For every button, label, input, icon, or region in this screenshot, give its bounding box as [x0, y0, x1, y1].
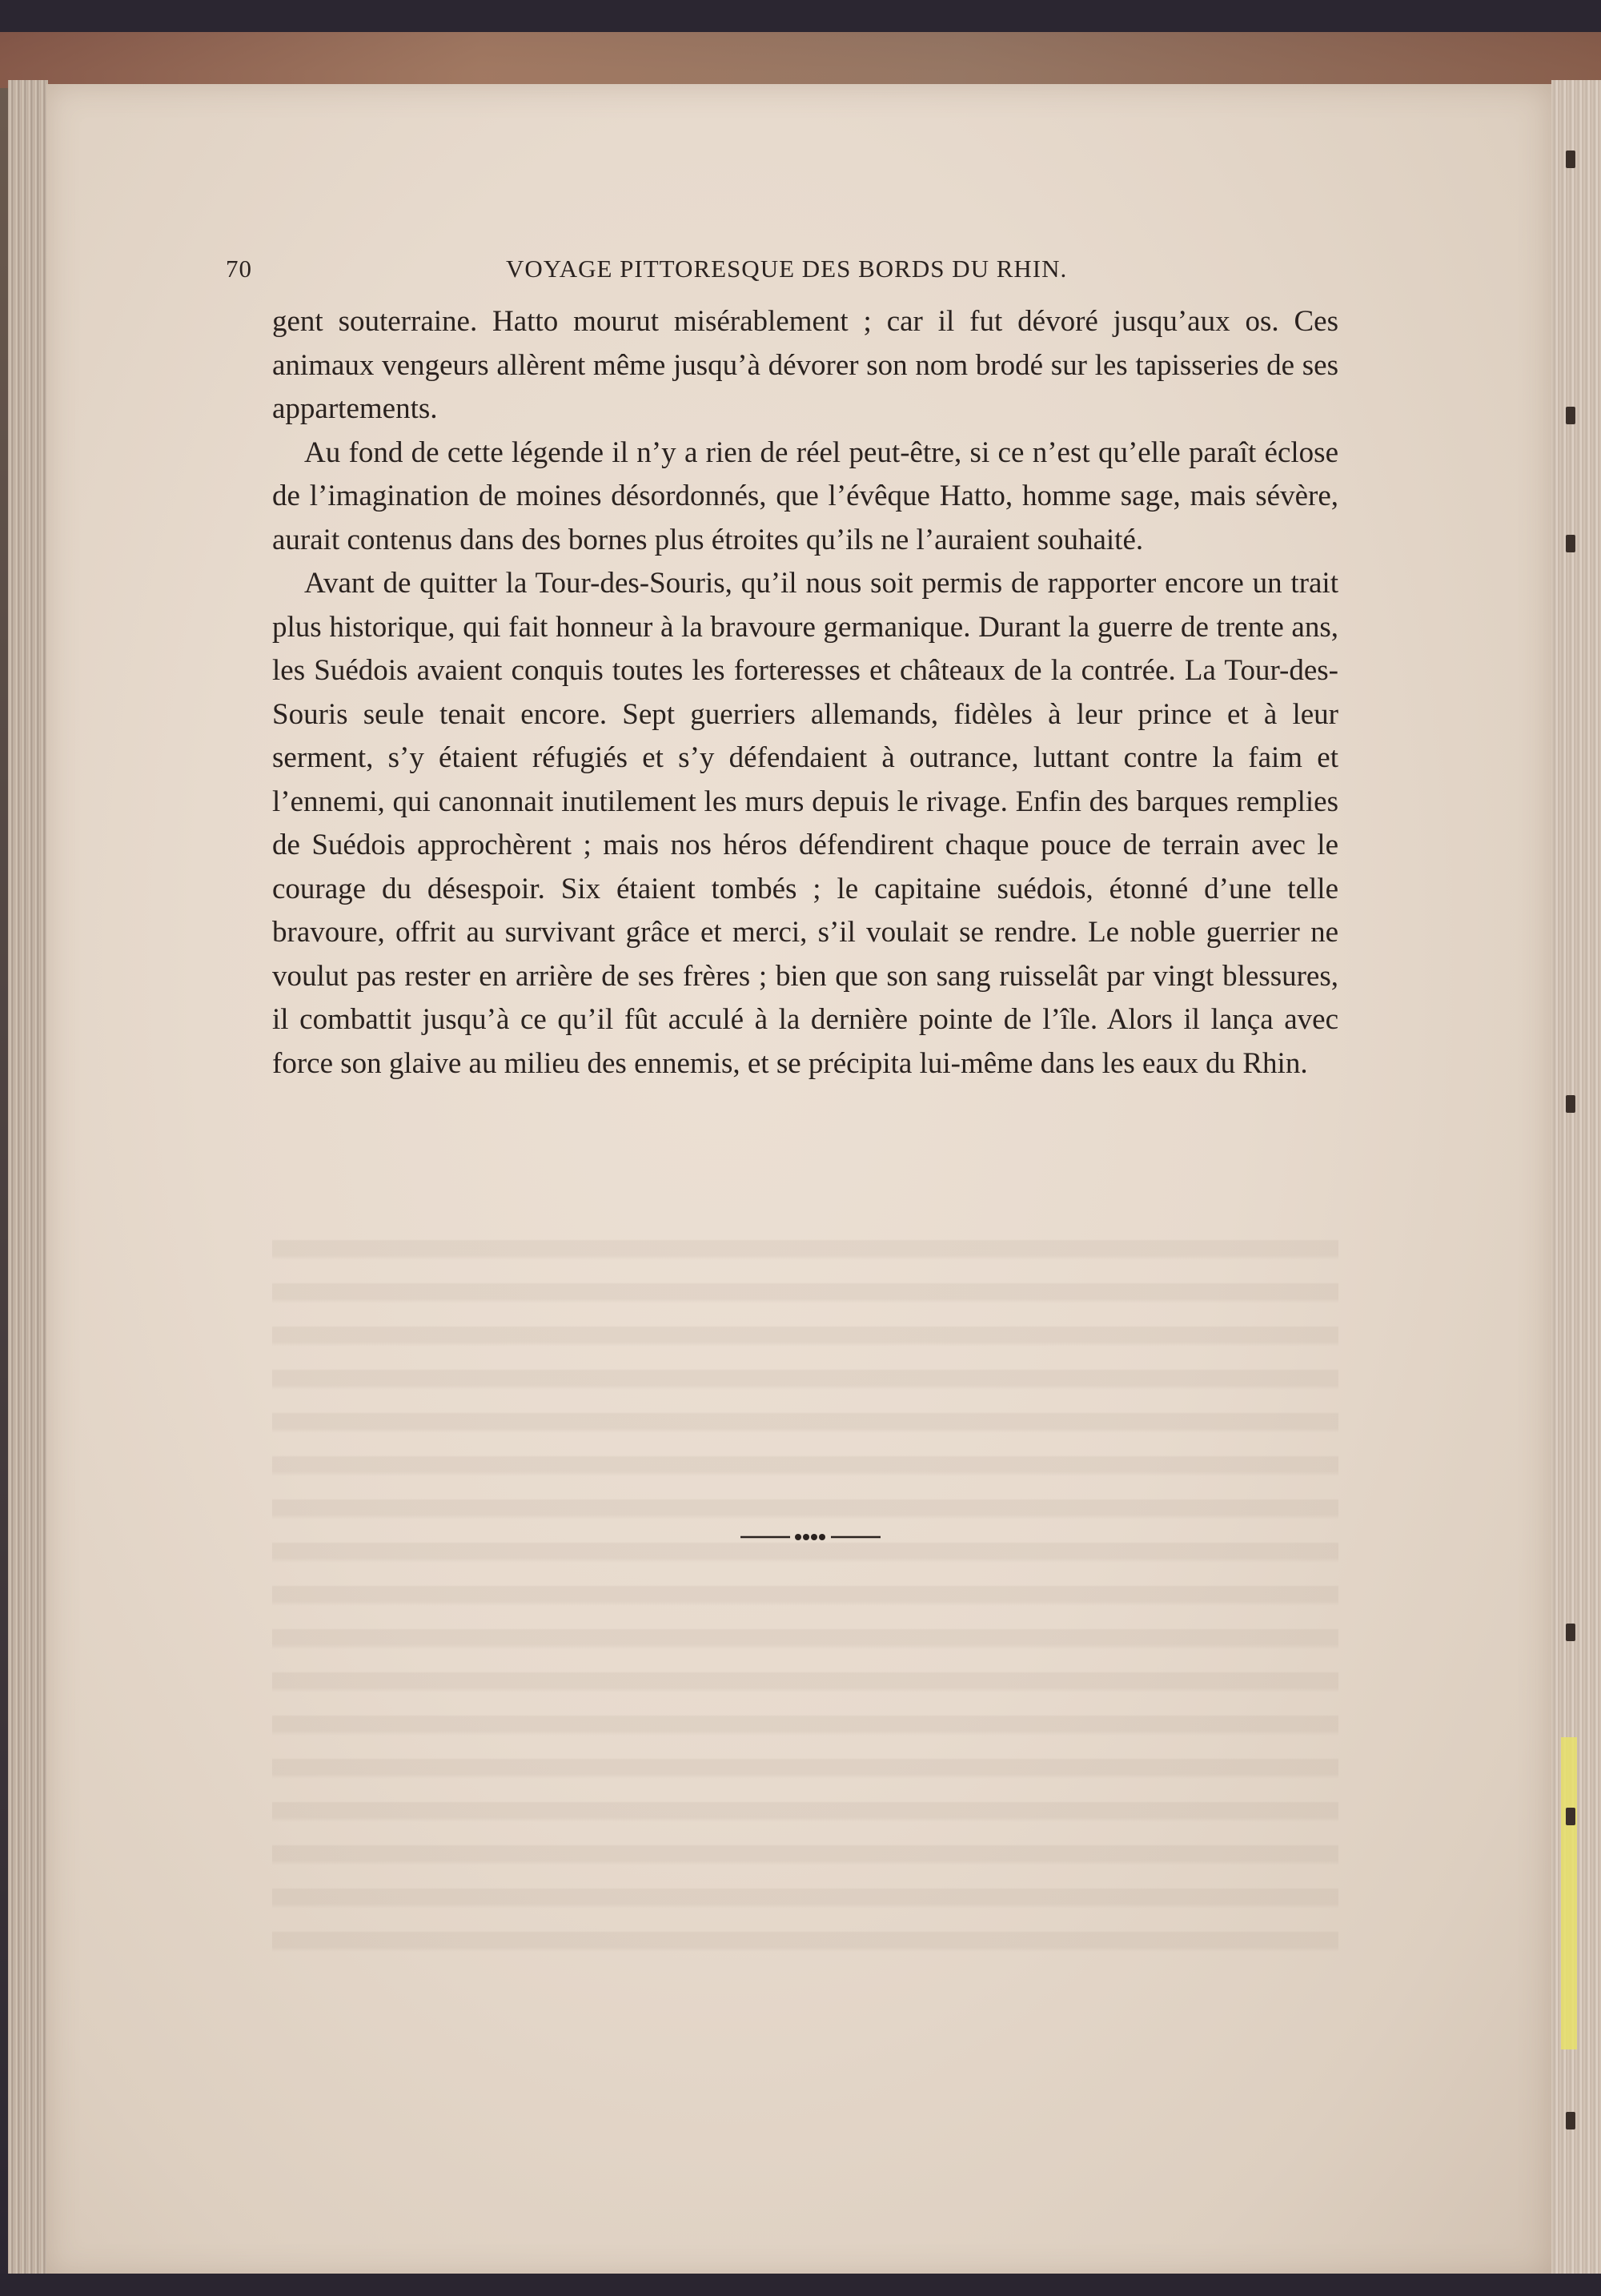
edge-marker	[1566, 1808, 1575, 1825]
edge-marker	[1566, 1624, 1575, 1641]
edge-marker	[1566, 535, 1575, 552]
running-title: VOYAGE PITTORESQUE DES BORDS DU RHIN.	[506, 255, 1068, 283]
edge-marker	[1566, 2112, 1575, 2129]
edge-marker	[1566, 151, 1575, 168]
bottom-background	[0, 2274, 1601, 2296]
paragraph-1: gent souterraine. Hatto mourut misérablement ; car il fut dévoré jusqu’aux os. Ces animaux vengeurs allèrent même jusqu’à dévorer son nom brodé sur les tapisseries de ses appartements.	[272, 305, 1338, 425]
bleed-through-text	[272, 1217, 1338, 1969]
body-text	[272, 300, 1338, 1086]
left-page-edges	[8, 80, 48, 2278]
edge-marker	[1566, 407, 1575, 424]
book-top-edge	[0, 32, 1601, 88]
end-ornament	[740, 1529, 881, 1545]
page-number: 70	[226, 255, 252, 283]
paragraph-2: Au fond de cette légende il n’y a rien de réel peut-être, si ce n’est qu’elle paraît éclose de l’imagination de moines désordonnés, que l’évêque Hatto, homme sage, mais sévère, aurait contenus dans des bornes plus étroites qu’ils ne l’auraient souhaité.	[272, 436, 1338, 556]
paragraph-3: Avant de quitter la Tour-des-Souris, qu’il nous soit permis de rapporter encore un trait plus historique, qui fait honneur à la bravoure germanique. Durant la guerre de trente ans, les Suédois avaient conquis toutes les forteresses et châteaux de la contrée. La Tour-des-Souris seule tenait encore. Sept guerriers allemands, fidèles à leur prince et à leur serment, s’y étaient réfugiés et s’y défendaient à outrance, luttant contre la faim et l’ennemi, qui canonnait inutilement les murs depuis le rivage. Enfin des barques remplies de Suédois approchèrent ; mais nos héros défendirent chaque pouce de terrain avec le courage du désespoir. Six étaient tombés ; le capitaine suédois, étonné d’une telle bravoure, offrit au survivant grâce et merci, s’il voulait se rendre. Le noble guerrier ne voulut pas rester en arrière de ses frères ; bien que son sang ruisselât par vingt blessures, il combattit jusqu’à ce qu’il fût acculé à la dernière pointe de l’île. Alors il lança avec force son glaive au milieu des ennemis, et se précipita lui-même dans les eaux du Rhin.	[272, 567, 1338, 1080]
yellow-bookmark-tab	[1561, 1737, 1577, 2049]
edge-marker	[1566, 1095, 1575, 1113]
